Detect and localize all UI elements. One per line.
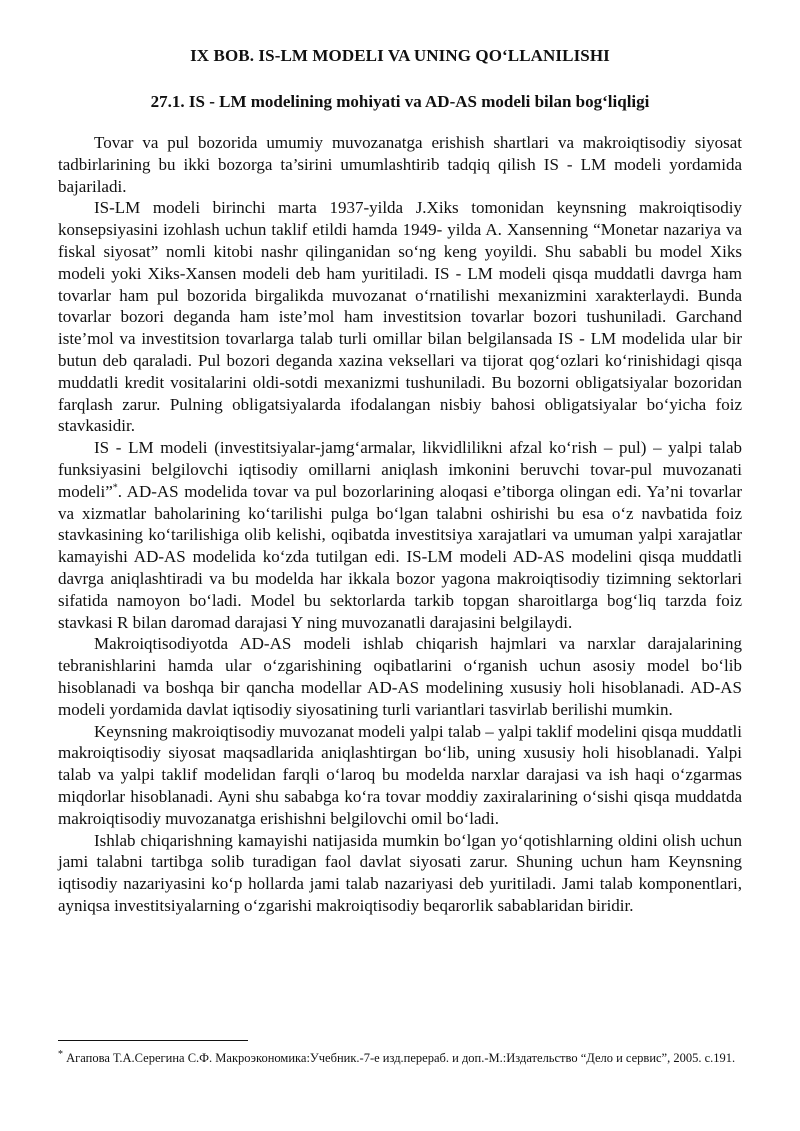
footnote-text: Агапова Т.А.Серегина С.Ф. Макроэкономика:Учебник.-7-е изд.перераб. и доп.-М.:Издательство “Дело и сервис”, 2005. с.191.: [66, 1051, 736, 1065]
footnote-divider: [58, 1040, 248, 1041]
paragraph-3-part-1: IS - LM modeli (investitsiyalar-jamg‘armalar, likvidlilikni afzal ko‘rish – pul) – yalpi talab funksiyasini belgilovchi iqtisodiy omillarni aniqlash imkonini beruvchi tovar-pul muvozanati modeli”: [58, 438, 742, 501]
footnote-reference[interactable]: *: [112, 482, 118, 494]
body-text: [58, 132, 742, 917]
paragraph-2: IS-LM modeli birinchi marta 1937-yilda J.Xiks tomonidan keynsning makroiqtisodiy konsepsiyasini izohlash uchun taklif etildi hamda 1949- yilda A. Xansenning “Monetar nazariya va fiskal siyosat” nomli kitobi nashr qilinganidan so‘ng keng yoyildi. Shu sababli bu model Xiks modeli yoki Xiks-Xansen modeli deb ham yuritiladi. IS - LM modeli qisqa muddatli davrga ham tovarlar ham pul bozorida birgalikda muvozanat o‘rnatilishi mexanizmini xarakterlaydi. Bunda tovarlar bozori deganda ham iste’mol ham investitsion tovarlar bozori tushuniladi. Garchand iste’mol va investitsion tovarlarga talab turli omillar bilan belgilansada IS - LM modelida ular bir butun deb qaraladi. Pul bozori deganda xazina veksellari va tijorat qog‘ozlari ko‘rinishidagi qisqa muddatli kredit vositalarini oldi-sotdi mexanizmi tushuniladi. Bu bozorni obligatsiyalar bozoridan farqlash zarur. Pulning obligatsiyalarda ifodalangan nisbiy bahosi obligatsiyalar bo‘yicha foiz stavkasidir.: [58, 198, 742, 436]
section-title: 27.1. IS - LM modelining mohiyati va AD-AS modeli bilan bog‘liqligi: [150, 92, 650, 111]
paragraph-6: Ishlab chiqarishning kamayishi natijasida mumkin bo‘lgan yo‘qotishlarning oldini olish uchun jami talabni tartibga solib turadigan faol davlat siyosati zarur. Shuning uchun ham Keynsning iqtisodiy nazariyasini ko‘p hollarda jami talab nazariyasi deb yuritiladi. Jami talab komponentlari, ayniqsa investitsiyalarning o‘zgarishi makroiqtisodiy beqarorlik sabablaridan biridir.: [58, 830, 742, 915]
paragraph-4: Makroiqtisodiyotda AD-AS modeli ishlab chiqarish hajmlari va narxlar darajalarining tebranishlarini hamda ular o‘zgarishining oqibatlarini o‘rganish uchun asosiy model bo‘lib hisoblanadi va boshqa bir qancha modellar AD-AS modelining xususiy holi hisoblanadi. AD-AS modeli yordamida davlat iqtisodiy siyosatining turli variantlari tasvirlab berilishi mumkin.: [58, 634, 742, 719]
footnote-mark: *: [58, 1048, 63, 1060]
footnote: [58, 1050, 742, 1067]
paragraph-3: [58, 437, 742, 633]
paragraph-3-part-2: . AD-AS modelida tovar va pul bozorlarining aloqasi e’tiborga olingan edi. Ya’ni tovarlar va xizmatlar baholarining ko‘tarilishi pulga bo‘lgan talabni oshirishi bu esa o‘z navbatida foiz stavkasining ko‘tarilishiga olib kelishi, oqibatda investitsiya xarajatlari va umuman yalpi xarajatlar kamayishi AD-AS modelida ko‘zda tutilgan edi. IS-LM modeli AD-AS modelini qisqa muddatli davrga aniqlashtiradi va bu modelda har ikkala bozor yagona makroiqtisodiy tizimning sektorlari sifatida namoyon bo‘ladi. Model bu sektorlarda tarkib topgan sharoitlarga bog‘liq tarzda foiz stavkasi R bilan daromad darajasi Y ning muvozanatli darajasini belgilaydi.: [58, 481, 742, 632]
paragraph-1: Tovar va pul bozorida umumiy muvozanatga erishish shartlari va makroiqtisodiy siyosat tadbirlarining bu ikki bozorga ta’sirini umumlashtirib tadqiq qilish IS - LM modeli yordamida bajariladi.: [58, 133, 742, 196]
chapter-title: IX BOB. IS-LM MODELI VA UNING QO‘LLANILISHI: [190, 46, 610, 65]
paragraph-5: Keynsning makroiqtisodiy muvozanat modeli yalpi talab – yalpi taklif modelini qisqa muddatli makroiqtisodiy siyosat maqsadlarida aniqlashtirgan bo‘lib, uning xususiy holi hisoblanadi. Yalpi talab va yalpi taklif modelidan farqli o‘laroq bu modelda narxlar darajasi va ish haqi o‘zgarmas miqdorlar hisoblanadi. Ayni shu sababga ko‘ra tovar moddiy zaxiralarining o‘sishi qisqa muddatda makroiqtisodiy muvozanatga erishishni belgilovchi omil bo‘ladi.: [58, 721, 742, 828]
